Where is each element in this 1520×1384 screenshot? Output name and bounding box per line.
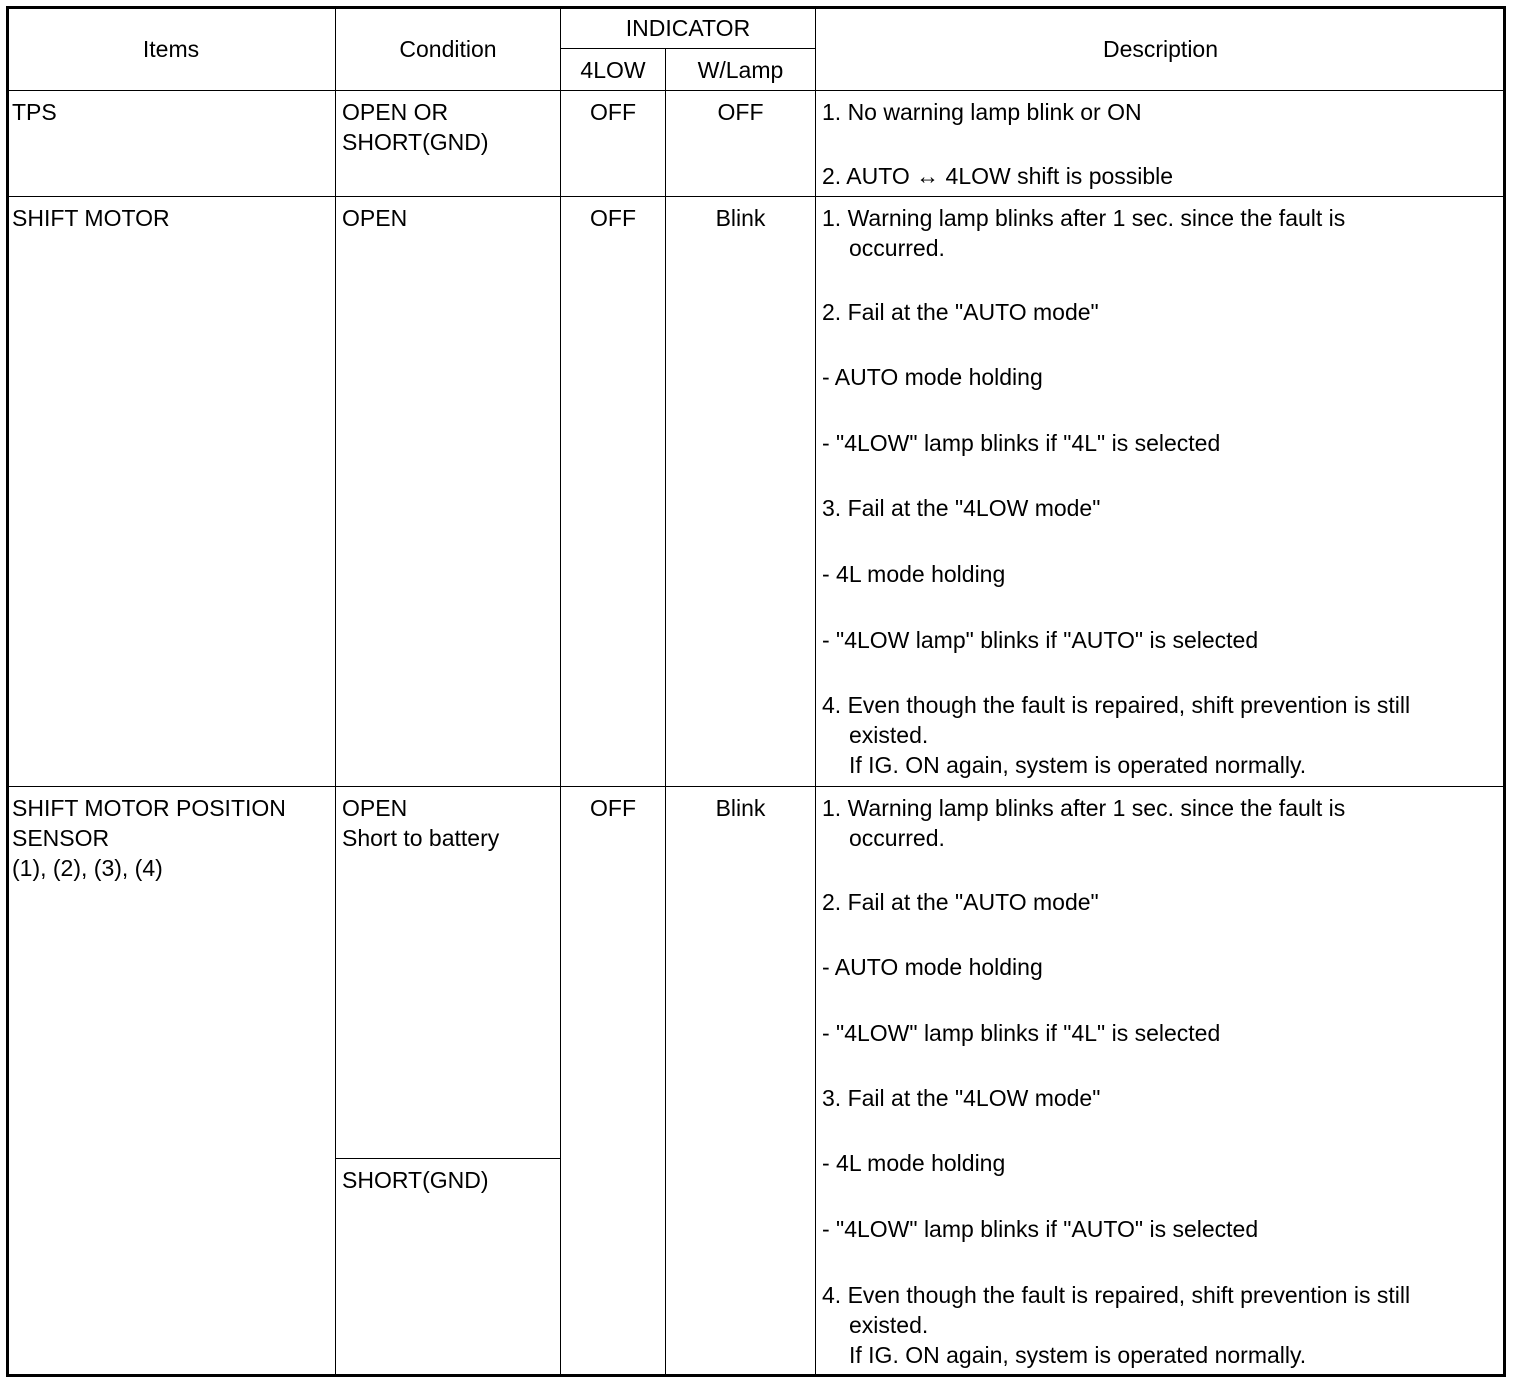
row2-desc-3a: - 4L mode holding — [822, 561, 1006, 587]
row2-desc-4-cont: existed. — [849, 722, 929, 748]
row3-desc-3: 3. Fail at the "4LOW mode" — [822, 1085, 1101, 1111]
row2-condition: OPEN — [342, 205, 408, 231]
row2-desc-4-note: If IG. ON again, system is operated normally. — [849, 752, 1307, 778]
header-condition: Condition — [399, 36, 497, 62]
row-rule-1 — [7, 196, 1505, 197]
row2-desc-2: 2. Fail at the "AUTO mode" — [822, 299, 1099, 325]
row1-wlamp: OFF — [717, 99, 764, 125]
row2-4low: OFF — [590, 205, 636, 231]
row3-item-line2: SENSOR — [12, 825, 110, 851]
row3-desc-2a: - AUTO mode holding — [822, 954, 1043, 980]
row2-item: SHIFT MOTOR — [12, 205, 170, 231]
row2-desc-2b: - "4LOW" lamp blinks if "4L" is selected — [822, 430, 1221, 456]
indicator-divider — [561, 48, 816, 49]
header-items: Items — [142, 36, 200, 62]
row3-condition-b: SHORT(GND) — [342, 1167, 489, 1193]
row3-4low: OFF — [590, 795, 636, 821]
row3-condition-line1: OPEN — [342, 795, 408, 821]
row2-desc-3: 3. Fail at the "4LOW mode" — [822, 495, 1101, 521]
row2-desc-1: 1. Warning lamp blinks after 1 sec. since the fault is — [822, 205, 1346, 231]
row3-desc-2b: - "4LOW" lamp blinks if "4L" is selected — [822, 1020, 1221, 1046]
row3-desc-3a: - 4L mode holding — [822, 1150, 1006, 1176]
row3-desc-4-cont: existed. — [849, 1312, 929, 1338]
row1-item: TPS — [12, 99, 57, 125]
condition-split-rule — [336, 1158, 561, 1159]
row2-desc-4: 4. Even though the fault is repaired, shift prevention is still — [822, 692, 1411, 718]
row3-desc-4-note: If IG. ON again, system is operated normally. — [849, 1342, 1307, 1368]
row1-desc-1: 1. No warning lamp blink or ON — [822, 99, 1142, 125]
header-4low: 4LOW — [580, 57, 646, 83]
header-description: Description — [1102, 36, 1219, 62]
col-rule-3 — [665, 48, 666, 1375]
row3-desc-4: 4. Even though the fault is repaired, shift prevention is still — [822, 1282, 1411, 1308]
row2-desc-3b: - "4LOW lamp" blinks if "AUTO" is selected — [822, 627, 1259, 653]
header-bottom-rule — [7, 90, 1505, 91]
col-rule-1 — [335, 7, 336, 1375]
row3-desc-1: 1. Warning lamp blinks after 1 sec. since the fault is — [822, 795, 1346, 821]
row3-desc-2: 2. Fail at the "AUTO mode" — [822, 889, 1099, 915]
row3-condition-line2: Short to battery — [342, 825, 500, 851]
header-indicator: INDICATOR — [625, 15, 751, 41]
row2-desc-2a: - AUTO mode holding — [822, 364, 1043, 390]
row3-wlamp: Blink — [715, 795, 766, 821]
row3-desc-3b: - "4LOW" lamp blinks if "AUTO" is selected — [822, 1216, 1259, 1242]
row1-condition-line1: OPEN OR — [342, 99, 449, 125]
row1-4low: OFF — [590, 99, 636, 125]
row3-item-line3: (1), (2), (3), (4) — [12, 855, 163, 881]
row2-wlamp: Blink — [715, 205, 766, 231]
row1-desc-2: 2. AUTO ↔ 4LOW shift is possible — [822, 163, 1174, 189]
header-wlamp: W/Lamp — [697, 57, 784, 83]
row3-desc-1-cont: occurred. — [849, 825, 945, 851]
col-rule-4 — [815, 7, 816, 1375]
row3-item-line1: SHIFT MOTOR POSITION — [12, 795, 286, 821]
row-rule-2 — [7, 786, 1505, 787]
row2-desc-1-cont: occurred. — [849, 235, 945, 261]
row1-condition-line2: SHORT(GND) — [342, 129, 489, 155]
